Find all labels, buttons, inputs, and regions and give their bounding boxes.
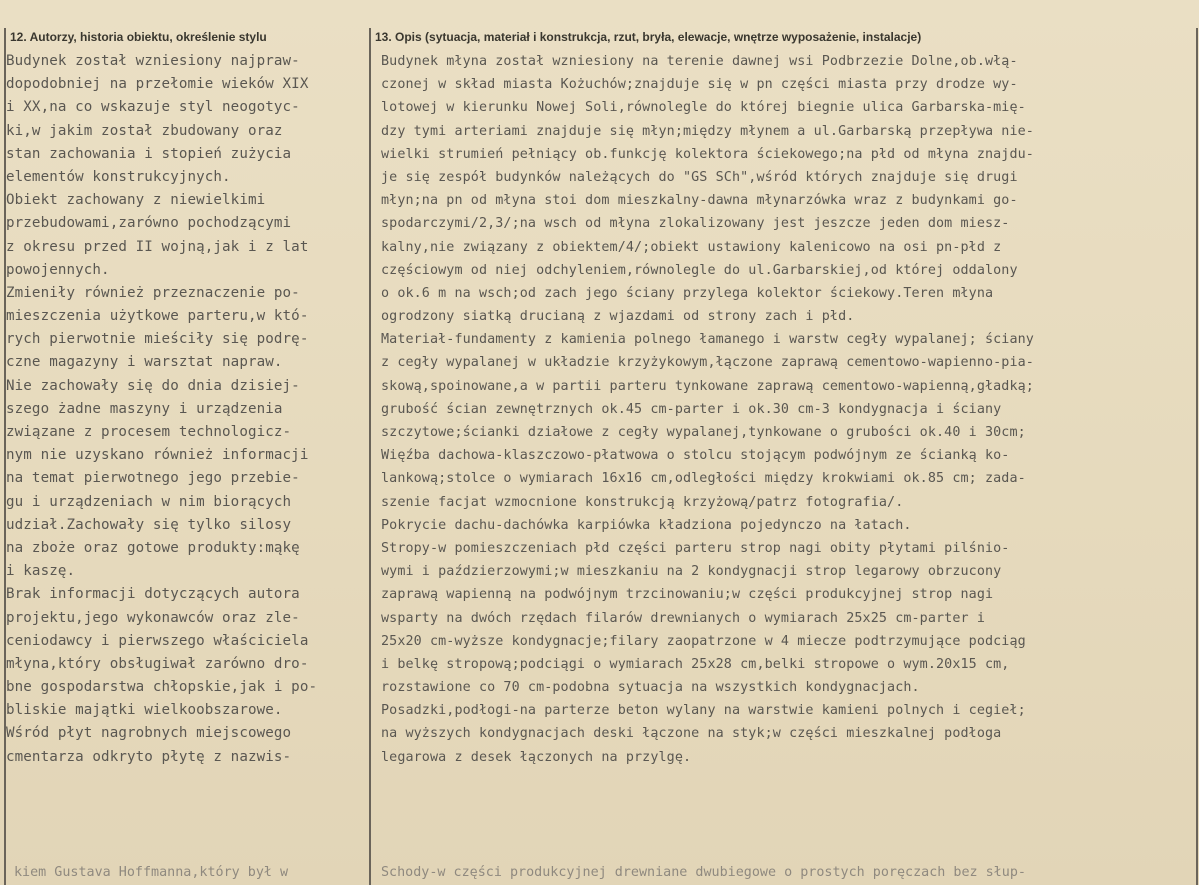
text-line: powojennych.: [6, 261, 110, 278]
text-line: rozstawione co 70 cm-podobna sytuacja na wszystkich kondygnacjach.: [381, 680, 920, 696]
text-line: wymi i paździerzowymi;w mieszkaniu na 2 kondygnacji strop legarowy obrzucony: [381, 564, 1002, 580]
text-line: Budynek został wzniesiony najpraw-: [6, 53, 300, 69]
text-line: młyn;na pn od młyna stoi dom mieszkalny-dawna młynarzówka wraz z budynkami go-: [381, 193, 1018, 209]
text-line: z okresu przed II wojną,jak i z lat: [6, 238, 309, 255]
text-line: Materiał-fundamenty z kamienia polnego łamanego i warstw cegły wypalanej; ściany: [381, 332, 1034, 348]
text-line: i XX,na co wskazuje styl neogotyc-: [6, 99, 300, 116]
text-line: i kaszę.: [6, 563, 76, 580]
section-13-header: 13. Opis (sytuacja, materiał i konstrukcja, rzut, bryła, elewacje, wnętrze wyposażenie, instalacje): [375, 30, 922, 44]
text-line: spodarczymi/2,3/;na wsch od młyna zlokalizowany jest jeszcze jeden dom miesz-: [381, 216, 1010, 232]
text-line: Pokrycie dachu-dachówka karpiówka kładziona pojedynczo na łatach.: [381, 517, 912, 533]
history-text-column: [6, 50, 366, 769]
text-line: szczytowe;ścianki działowe z cegły wypalanej,tynkowane o grubości ok.40 i 30cm;: [381, 425, 1026, 440]
text-line: je się zespół budynków należących do "GS SCh",wśród których znajduje się drugi: [381, 169, 1018, 185]
text-line: legarowa z desek łączonych na przylgę.: [381, 749, 692, 765]
text-line: na temat pierwotnego jego przebie-: [6, 470, 300, 487]
text-line: ki,w jakim został zbudowany oraz: [6, 122, 283, 139]
text-line: gu i urządzeniach w nim biorących: [6, 493, 292, 510]
text-line: grubość ścian zewnętrznych ok.45 cm-parter i ok.30 cm-3 kondygnacja i ściany: [381, 401, 1002, 417]
text-line: skową,spoinowane,a w partii parteru tynkowane zaprawą cementowo-wapienną,gładką;: [381, 378, 1034, 394]
text-line: cmentarza odkryto płytę z nazwis-: [6, 748, 292, 765]
text-line: na zboże oraz gotowe produkty:mąkę: [6, 539, 300, 556]
text-line: elementów konstrukcyjnych.: [6, 168, 231, 185]
text-line: Posadzki,podłogi-na parterze beton wylany na warstwie kamieni polnych i cegieł;: [381, 703, 1026, 719]
text-line: szego żadne maszyny i urządzenia: [6, 400, 283, 417]
text-line: nym nie uzyskano również informacji: [6, 447, 309, 464]
text-line: mieszczenia użytkowe parteru,w któ-: [6, 308, 309, 325]
text-line: związane z procesem technologicz-: [6, 424, 292, 440]
text-line: Brak informacji dotyczących autora: [6, 586, 300, 603]
text-line: wielki strumień pełniący ob.funkcję kolektora ściekowego;na płd od młyna znajdu-: [381, 146, 1034, 162]
text-line: projektu,jego wykonawców oraz zle-: [6, 609, 300, 626]
text-line: Budynek młyna został wzniesiony na terenie dawnej wsi Podbrzezie Dolne,ob.włą-: [381, 54, 1018, 69]
description-text-column: [381, 50, 1196, 769]
cut-off-bottom-line: [0, 861, 1199, 885]
bottom-right-text: Schody-w części produkcyjnej drewniane dwubiegowe o prostych poręczach bez słup-: [381, 865, 1026, 880]
text-line: czne magazyny i warsztat napraw.: [6, 354, 283, 371]
text-line: przebudowami,zarówno pochodzącymi: [6, 215, 292, 232]
text-line: dzy tymi arteriami znajduje się młyn;między młynem a ul.Garbarską przepływa nie-: [381, 123, 1034, 139]
text-line: bne gospodarstwa chłopskie,jak i po-: [6, 679, 318, 696]
text-line: Nie zachowały się do dnia dzisiej-: [6, 377, 300, 394]
text-line: Wśród płyt nagrobnych miejscowego: [6, 725, 292, 742]
text-line: Zmieniły również przeznaczenie po-: [6, 284, 300, 301]
text-line: lankową;stolce o wymiarach 16x16 cm,odległości między krokwiami ok.85 cm; zada-: [381, 471, 1026, 487]
text-line: szenie facjat wzmocnione konstrukcją krzyżową/patrz fotografia/.: [381, 494, 904, 510]
text-line: zaprawą wapienną na podwójnym trzcinowaniu;w części produkcyjnej strop nagi: [381, 587, 994, 603]
text-line: rych pierwotnie mieściły się podrę-: [6, 331, 309, 348]
right-border-line: [1196, 28, 1198, 885]
text-line: lotowej w kierunku Nowej Soli,równolegle do której biegnie ulica Garbarska-mię-: [381, 100, 1026, 116]
text-line: Stropy-w pomieszczeniach płd części parteru strop nagi obity płytami pilśnio-: [381, 540, 1010, 556]
text-line: udział.Zachowały się tylko silosy: [6, 516, 292, 533]
text-line: wsparty na dwóch rzędach filarów drewnianych o wymiarach 25x25 cm-parter i: [381, 610, 985, 626]
text-line: kalny,nie związany z obiektem/4/;obiekt ustawiony kalenicowo na osi pn-płd z: [381, 239, 1002, 255]
section-12-header: 12. Autorzy, historia obiektu, określenie stylu: [10, 30, 267, 44]
text-line: młyna,który obsługiwał zarówno dro-: [6, 655, 309, 672]
text-line: Obiekt zachowany z niewielkimi: [6, 192, 266, 209]
text-line: Więźba dachowa-klaszczowo-płatwowa o stolcu stojącym podwójnym ze ścianką ko-: [381, 448, 1010, 464]
text-line: z cegły wypalanej w układzie krzyżykowym,łączone zaprawą cementowo-wapienno-pia-: [381, 355, 1034, 371]
text-line: częściowym od niej odchyleniem,równolegle do ul.Garbarskiej,od której oddalony: [381, 262, 1018, 278]
text-line: o ok.6 m na wsch;od zach jego ściany przylega kolektor ściekowy.Teren młyna: [381, 285, 994, 301]
bottom-left-text: kiem Gustava Hoffmanna,który był w: [14, 865, 289, 880]
text-line: bliskie majątki wielkoobszarowe.: [6, 702, 283, 719]
text-line: na wyższych kondygnacjach deski łączone na styk;w części mieszkalnej podłoga: [381, 726, 1002, 742]
text-line: stan zachowania i stopień zużycia: [6, 145, 292, 162]
text-line: dopodobniej na przełomie wieków XIX: [6, 76, 309, 93]
text-line: i belkę stropową;podciągi o wymiarach 25x28 cm,belki stropowe o wym.20x15 cm,: [381, 656, 1010, 672]
text-line: ogrodzony siatką drucianą z wjazdami od strony zach i płd.: [381, 309, 855, 325]
column-divider-line: [369, 28, 371, 885]
text-line: ceniodawcy i pierwszego właściciela: [6, 632, 309, 649]
text-line: czonej w skład miasta Kożuchów;znajduje się w pn części miasta przy drodze wy-: [381, 77, 1018, 93]
text-line: 25x20 cm-wyższe kondygnacje;filary zaopatrzone w 4 miecze podtrzymujące podciąg: [381, 633, 1026, 649]
